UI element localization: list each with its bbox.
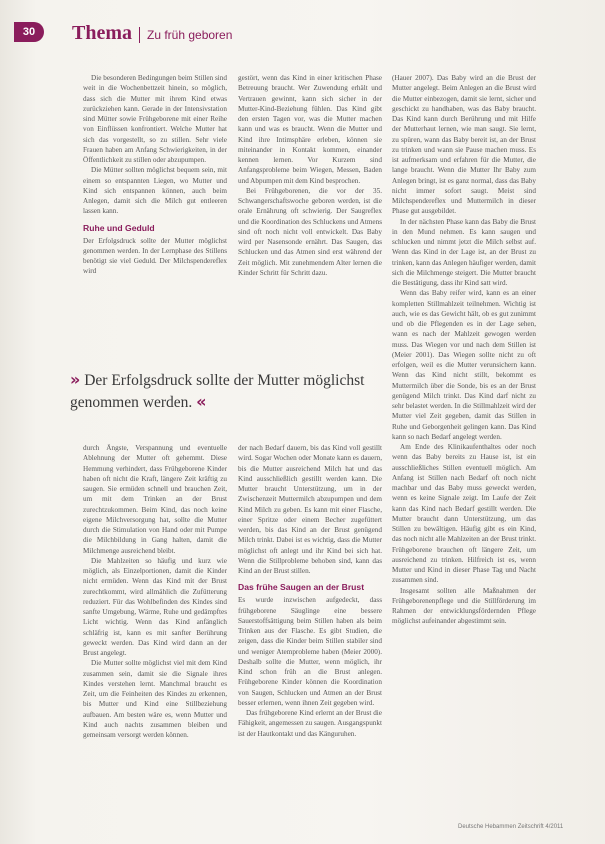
subheading-saugen: Das frühe Saugen an der Brust xyxy=(238,582,365,593)
paragraph: In der nächsten Phase kann das Baby die Brust in den Mund nehmen. Es kann saugen und schlucken und nimmt jetzt die Milch selbst auf. Wenn das Kind in der Lage ist, an der Brust zu trinken, kann das Anlegen häufiger werden, damit sich die Milchmenge steigert. Die Mutter braucht die Bestätigung, dass ihr Kind satt wird. xyxy=(392,217,536,287)
column-1-bottom xyxy=(83,443,227,813)
paragraph: Wenn das Baby reifer wird, kann es an einer kompletten Stillmahlzeit teilnehmen. Wichtig ist auch, wie es das Gewicht hält, ob es gut zunimmt und ob die Pflegenden es in der Lage sehen, wann es nach der Mahlzeit gewogen werden muss. Das Wiegen vor und nach dem Stillen ist (Meier 2001). Das Wiegen sollte nicht zu oft erfolgen, weil es die Mutter verunsichern kann. Wenn das Kind nicht stillt, bekommt es Muttermilch über die Sonde, bis es an der Brust genügend Milch trinkt. Das Kind darf nicht zu sehr belastet werden. In die Stillmahlzeit wird der Mutter viel Zeit gegeben, damit das Stillen in Ruhe und Geborgenheit gelingen kann. Das Kind kann so nach Bedarf angelegt werden. xyxy=(392,289,536,441)
pull-quote-text: Der Erfolgsdruck sollte der Mutter möglichst genommen werden. xyxy=(70,372,365,411)
column-1-top xyxy=(83,73,227,345)
paragraph: Am Ende des Klinikaufenthaltes oder noch wenn das Baby bereits zu Hause ist, ist ein ausschließliches Stillen eventuell möglich. Am Anfang ist Stillen nach Bedarf oft noch nicht machbar und das Baby muss geweckt werden, wenn es keine Signale zeigt. Im Laufe der Zeit kann das Kind nach Bedarf gestillt werden. Die Mutter braucht dann Unterstützung, um das Stillen zu bewältigen. Häufig gibt es ein Kind, das noch nicht alle Mahlzeiten an der Brust trinkt. Frühgeborene brauchen oft längere Zeit, um ausreichend zu trinken. Hilfreich ist es, wenn Mutter und Kind in dieser Phase Tag und Nacht zusammen sind. xyxy=(392,443,536,585)
section-title: Thema xyxy=(72,22,132,44)
paragraph: gestört, wenn das Kind in einer kritischen Phase Betreuung braucht. Wer Zuwendung erhält und Vertrauen gewinnt, kann sich sicher in der Mutter-Kind-Beziehung fühlen. Das Kind gibt den ersten Tagen vor, was die Mutter machen kann und was es braucht. Wenn die Mutter und Kind ihre Intimsphäre erleben, können sie miteinander in Kontakt kommen, einander kennen lernen. Vor Kurzem sind Anfangsprobleme beim Wiegen, Messen, Baden und Abpumpen mit dem Kind besprochen. xyxy=(238,74,382,185)
page-footer: Deutsche Hebammen Zeitschrift 4/2011 xyxy=(458,824,564,830)
subheading-ruhe: Ruhe und Geduld xyxy=(83,222,155,233)
paragraph: Es wurde inzwischen aufgedeckt, dass frühgeborene Säuglinge eine bessere Sauerstoffsättigung beim Stillen haben als beim Trinken aus der Flasche. Es gibt Studien, die zeigen, dass die Kinder beim Stillen stabiler sind und weniger Atemprobleme haben (Meier 2000). Deshalb sollte die Mutter, wenn möglich, ihr Kind schon früh an die Brust anlegen. Frühgeborene Kinder können die Koordination von Saugen, Schlucken und Atmen an der Brust besser erlernen, wenn ihnen Zeit gegeben wird. xyxy=(238,596,382,707)
paragraph: Die Mahlzeiten so häufig und kurz wie möglich, als Einzelportionen, damit die Kinder nicht ermüden. Wenn das Kind mit der Brust zurechtkommt, wird allmählich die Zufütterung reduziert. Für das Wohlbefinden des Kindes sind sanfte Umgebung, Wärme, Ruhe und gedämpftes Licht wichtig. Wenn das Kind anfänglich schläfrig ist, kann es mit sanfter Berührung geweckt werden. Das Kind wird dann an der Brust angelegt. xyxy=(83,556,227,657)
page-number-badge: 30 xyxy=(14,22,44,42)
paragraph: (Hauer 2007). Das Baby wird an die Brust der Mutter angelegt. Beim Anlegen an die Brust wird die Mutter einbezogen, damit sie lernt, sicher und geschickt zu handhaben, was das Baby braucht. Das Kind kann durch Berührung und mit Hilfe der Mutterhaut lernen, wie man saugt. Sie lernt, zu spüren, wann das Baby bereit ist, an der Brust zu trinken und wann sie Pause machen muss. Es ist aufmerksam und erfahren für die Mutter, die lange braucht. Wenn die Mutter Ihr Baby zum Anlegen bringt, ist es ganz normal, dass das Baby nicht immer sofort saugt. Meist sind Milchspendereflex und Muttermilch in dieser Phase gut ausgebildet. xyxy=(392,74,536,216)
paragraph: Der Erfolgsdruck sollte der Mutter möglichst genommen werden. In der Lernphase des Stillens benötigt sie viel Geduld. Der Milchspendereflex wird xyxy=(83,236,227,276)
paragraph: Bei Frühgeborenen, die vor der 35. Schwangerschaftswoche geboren werden, ist die orale Ernährung oft schwierig. Der Saugreflex und die Koordination des Schluckens und Atmens sind oft noch nicht voll entwickelt. Das Baby wird per Nasensonde ernährt. Das Saugen, das Schlucken und das Atmen sind erst während der Zeit möglich. Mit zunehmendem Alter lernen die Kinder Schritt für Schritt dazu. xyxy=(238,186,382,277)
subsection-title: Zu früh geboren xyxy=(147,28,233,42)
paragraph: Die besonderen Bedingungen beim Stillen sind weit in die Wochenbettzeit hinein, so möglich, dass sich die Mutter mit ihrem Kind etwas zurückziehen kann. Gerade in der Intensivstation sind Mütter sowie Frühgeborene mit einer Reihe von Einflüssen konfrontiert. Welche Mutter hat sich das vorgestellt, so zu stillen. Sehr viele Frauen haben am Anfang Schwierigkeiten, in der Öffentlichkeit zu stillen oder abzupumpen. xyxy=(83,74,227,164)
paragraph: Die Mütter sollten möglichst bequem sein, mit einem so entspannten Liegen, wo Mutter und Kind sich entspannen können, auch beim Anlegen, damit sich die Milch gut entleeren lassen kann. xyxy=(83,166,227,216)
paragraph: der nach Bedarf dauern, bis das Kind voll gestillt wird. Sogar Wochen oder Monate kann es dauern, bis die Mutter ausreichend Milch hat und das Kind ausschließlich gestillt werden kann. Die Mutter braucht Unterstützung, um in der Zwischenzeit Muttermilch abzupumpen und dem Kind Milch zu geben. Es kann mit einer Flasche, einer Spritze oder einem Becher zugefüttert werden, bis das Kind an der Brust genügend Milch trinkt. Dabei ist es wichtig, dass die Mutter möglichst oft anlegt und ihr Kind bei sich hat. Wenn die Stillprobleme behoben sind, kann das Kind an der Brust stillen. xyxy=(238,444,382,575)
pull-quote xyxy=(70,369,370,413)
column-2-bottom xyxy=(238,443,382,813)
paragraph: Insgesamt sollten alle Maßnahmen der Frühgeborenenpflege und die Stillförderung im Rahmen der entwicklungsfördernden Pflege möglichst aufeinander abgestimmt sein. xyxy=(392,586,536,626)
quote-close-mark: « xyxy=(196,392,207,411)
quote-open-mark: » xyxy=(70,370,81,389)
column-3 xyxy=(392,73,536,813)
paragraph: Das frühgeborene Kind erlernt an der Brust die Fähigkeit, angemessen zu saugen. Ausgangspunkt ist der Hautkontakt und das Känguruhen. xyxy=(238,709,382,738)
column-2-top xyxy=(238,73,382,345)
paragraph: Die Mutter sollte möglichst viel mit dem Kind zusammen sein, damit sie die Signale ihres Kindes verstehen lernt. Manchmal braucht es Zeit, um die Feinheiten des Kindes zu erkennen, bis Mutter und Kind eine Stillbeziehung aufbauen. Am besten wäre es, wenn Mutter und Kind auch nachts zusammen bleiben und gemeinsam versorgt werden können. xyxy=(83,659,227,739)
paragraph: durch Ängste, Verspannung und eventuelle Ablehnung der Mutter oft gehemmt. Diese Hemmung verhindert, dass Frühgeborene Kinder haben oft nicht die Kraft, längere Zeit kräftig zu saugen. Sie ermüden schnell und brauchen Zeit, um mit dem Trinken an der Brust zurechtzukommen. Beim Kind, das noch keine eigene Milchversorgung hat, sollte die Mutter durch die Stimulation von Hand oder mit Pumpe die Milchbildung in Gang halten, damit die Milchmenge ausreichend bleibt. xyxy=(83,444,227,555)
header-divider xyxy=(139,27,140,43)
